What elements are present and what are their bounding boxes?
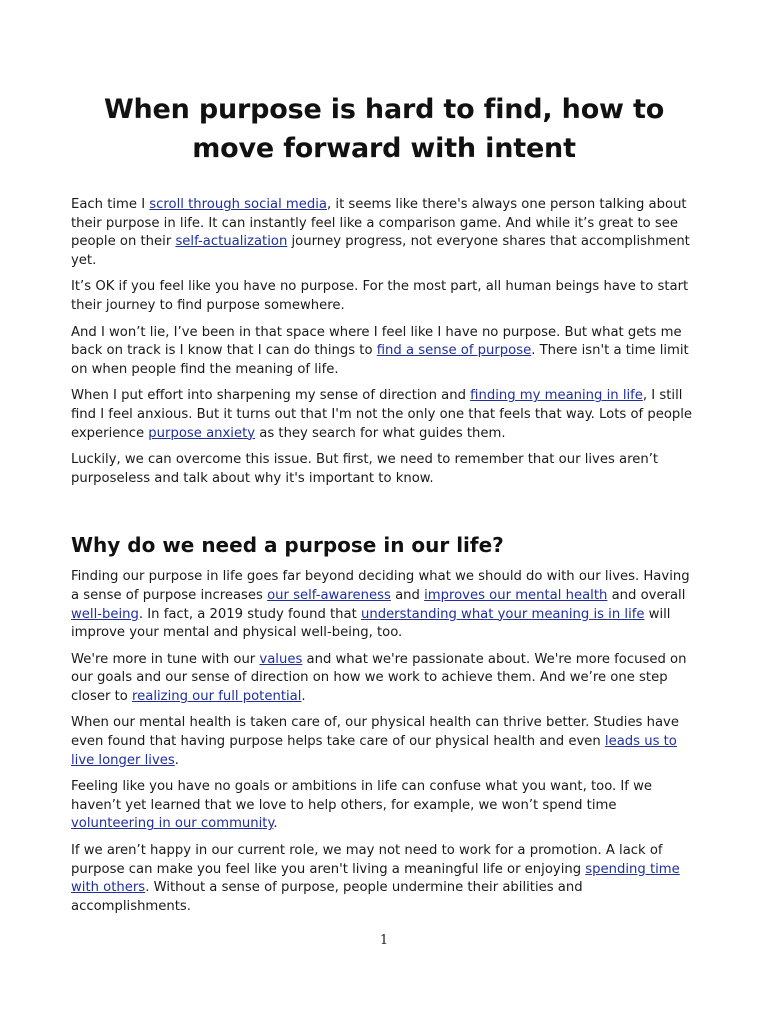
section-paragraph-5: If we aren’t happy in our current role, we may not need to work for a promotion. A lack of purpose can make you feel like you aren't living a meaningful life or enjoying spending time with others. Without a sense of purpose, people undermine their abilities and accomplishments. [71, 843, 680, 914]
intro-paragraph-5: Luckily, we can overcome this issue. But first, we need to remember that our lives aren’t purposeless and talk about why it's important to know. [71, 452, 659, 486]
link-spending-time-with-others[interactable]: spending time with others [71, 861, 680, 896]
page-number: 1 [379, 933, 389, 948]
intro-paragraph-1: Each time I scroll through social media, it seems like there's always one person talking about their purpose in life. It can instantly feel like a comparison game. And while it’s great to see people on their self-actualization journey progress, not everyone shares that accomplishment yet. [71, 197, 690, 268]
link-values[interactable]: values [259, 651, 303, 667]
link-understanding-meaning[interactable]: understanding what your meaning is in life [360, 606, 645, 622]
link-finding-meaning-in-life[interactable]: finding my meaning in life [470, 388, 643, 404]
section-heading: Why do we need a purpose in our life? [71, 533, 504, 558]
link-scroll-social-media[interactable]: scroll through social media [149, 197, 328, 212]
section-paragraph-4: Feeling like you have no goals or ambitions in life can confuse what you want, too. If we haven’t yet learned that we love to help others, for example, we won’t spend time volunteering in our community. [71, 779, 653, 832]
link-realizing-full-potential[interactable]: realizing our full potential [132, 688, 302, 704]
intro-paragraph-4: When I put effort into sharpening my sense of direction and finding my meaning in life, I still find I feel anxious. But it turns out that I'm not the only one that feels that way. Lots of people experience purpose anxiety as they search for what guides them. [71, 388, 693, 441]
link-purpose-anxiety[interactable]: purpose anxiety [148, 425, 256, 441]
link-find-sense-of-purpose[interactable]: find a sense of purpose [376, 343, 532, 359]
intro-paragraph-2: It’s OK if you feel like you have no purpose. For the most part, all human beings have to start their journey to find purpose somewhere. [71, 279, 689, 313]
page-title: When purpose is hard to find, how to move forward with intent [103, 94, 665, 164]
section-paragraph-2: We're more in tune with our values and what we're passionate about. We're more focused on our goals and our sense of direction on how we work to achieve them. And we’re one step closer to realizing our full potential. [71, 651, 687, 704]
section-paragraph-1: Finding our purpose in life goes far beyond deciding what we should do with our lives. Having a sense of purpose increases our self-awareness and improves our mental health and overall well-being. In fact, a 2019 study found that understanding what your meaning is in life will improve your mental and physical well-being, too. [71, 569, 690, 641]
section-paragraph-3: When our mental health is taken care of, our physical health can thrive better. Studies have even found that having purpose helps take care of our physical health and even leads us to live longer lives. [71, 715, 679, 768]
link-volunteering[interactable]: volunteering in our community [71, 816, 274, 832]
link-improves-mental-health[interactable]: improves our mental health [424, 587, 608, 603]
link-self-awareness[interactable]: our self-awareness [267, 587, 391, 603]
link-self-actualization[interactable]: self-actualization [175, 234, 288, 250]
link-live-longer-lives[interactable]: leads us to live longer lives [71, 734, 677, 768]
link-well-being[interactable]: well-being [71, 606, 139, 622]
intro-paragraph-3: And I won’t lie, I’ve been in that space where I feel like I have no purpose. But what gets me back on track is I know that I can do things to find a sense of purpose. There isn't a time limit on when people find the meaning of life. [71, 324, 689, 377]
article-body [71, 90, 697, 916]
